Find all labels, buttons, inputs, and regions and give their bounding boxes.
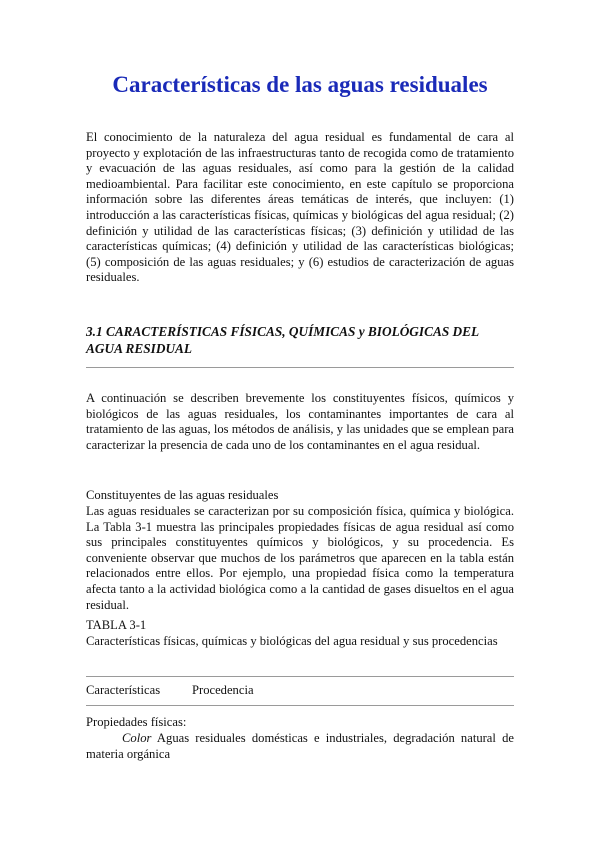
table-top-rule — [86, 676, 514, 677]
table-row — [86, 731, 514, 762]
section-divider — [86, 367, 514, 368]
section-intro-paragraph: A continuación se describen brevemente los constituyentes físicos, químicos y biológicos de las aguas residuales, los contaminantes importantes de cara al tratamiento de las aguas, los métodos de análisis, y las unidades que se emplean para caracterizar la presencia de cada uno de los contaminantes en el agua residual. — [86, 391, 514, 452]
table-group-title: Propiedades físicas: — [86, 715, 187, 729]
subsection-paragraph: Las aguas residuales se caracterizan por su composición física, química y biológica. La Tabla 3-1 muestra las principales propiedades físicas de agua residual así como sus principales constituyentes químicos y biológicos, y su procedencia. Es conveniente observar que muchos de los parámetros que aparecen en la tabla están relacionados entre ellos. Por ejemplo, una propiedad física como la temperatura afecta tanto a la actividad biológica como a la cantidad de gases disueltos en el agua residual. — [86, 504, 514, 612]
table-header-source: Procedencia — [192, 683, 254, 697]
subsection-title: Constituyentes de las aguas residuales — [86, 488, 279, 502]
intro-paragraph: El conocimiento de la naturaleza del agua residual es fundamental de cara al proyecto y explotación de las infraestructuras tanto de recogida como de tratamiento y evacuación de las aguas residuales, así como para la gestión de la calidad medioambiental. Para facilitar este conocimiento, en este capítulo se proporciona información sobre las diferentes áreas temáticas de interés, que incluyen: (1) introducción a las características físicas, químicas y biológicas del agua residual; (2) definición y utilidad de las características físicas; (3) definición y utilidad de las características químicas; (4) definición y utilidad de las características biológicas; (5) composición de las aguas residuales; y (6) estudios de caracterización de aguas residuales. — [86, 130, 514, 285]
table-header-characteristics: Características — [86, 683, 161, 697]
table-row-source: Aguas residuales domésticas e industriales, degradación natural de materia orgánica — [86, 731, 514, 761]
table-row-name: Color — [122, 731, 152, 745]
table-caption: Características físicas, químicas y biológicas del agua residual y sus procedencias — [86, 634, 498, 648]
table-label: TABLA 3-1 — [86, 618, 147, 632]
page-title: Características de las aguas residuales — [112, 72, 488, 97]
table-header-rule — [86, 705, 514, 706]
section-heading: 3.1 CARACTERÍSTICAS FÍSICAS, QUÍMICAS y BIOLÓGICAS DEL AGUA RESIDUAL — [86, 324, 479, 356]
